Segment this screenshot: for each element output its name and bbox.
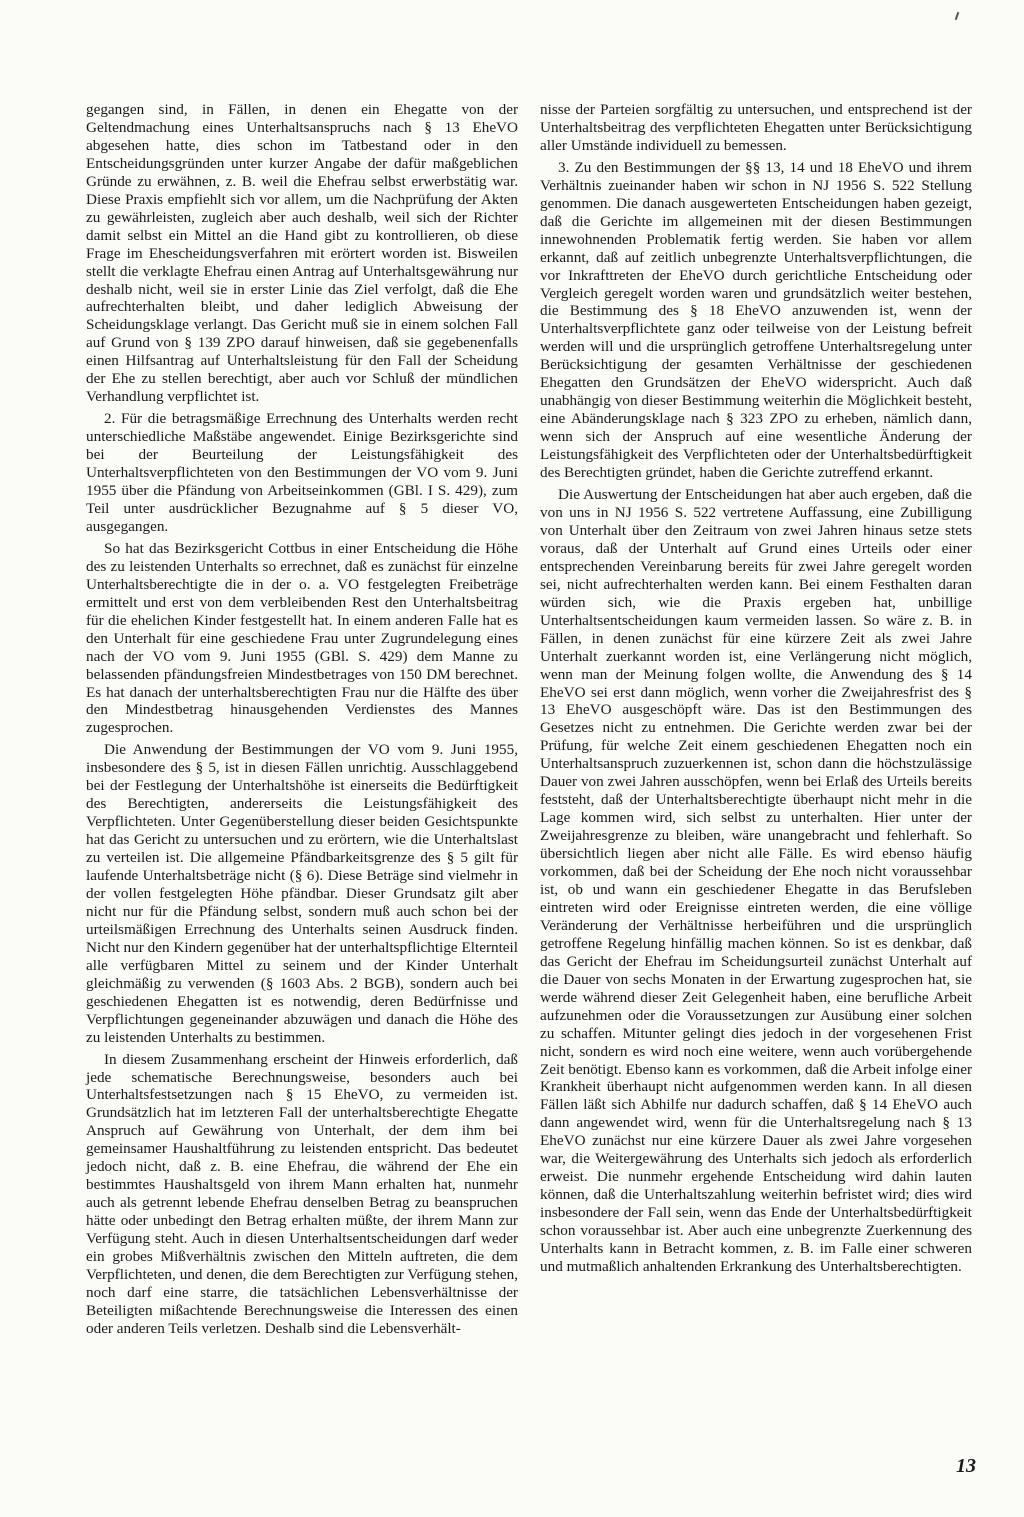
paragraph: nisse der Parteien sorgfältig zu untersuchen, und entsprechend ist der Unterhaltsbeitrag des verpflichteten Ehegatten unter Berücksichtigung aller Umstände individuell zu bemessen.: [540, 101, 972, 154]
paragraph: 3. Zu den Bestimmungen der §§ 13, 14 und 18 EheVO und ihrem Verhältnis zueinander haben wir schon in NJ 1956 S. 522 Stellung genommen. Die danach ausgewerteten Entscheidungen haben gezeigt, daß die Gerichte im allgemeinen mit der diesen Bestimmungen innewohnenden Problematik fertig werden. Sie haben vor allem erkannt, daß auf zeitlich unbegrenzte Unterhaltsverpflichtungen, die vor Inkrafttreten der EheVO durch gerichtliche Entscheidung oder Vergleich geregelt worden waren und grundsätzlich weiter bestehen, die Bestimmung des § 18 EheVO anzuwenden ist, wenn der Unterhaltsverpflichtete ganz oder teilweise von der Leistung befreit werden will und die ursprünglich getroffene Unterhaltsregelung unter Berücksichtigung der gesamten Verhältnisse der geschiedenen Ehegatten den Grundsätzen der EheVO widerspricht. Auch daß unabhängig von dieser Bestimmung weiterhin die Möglichkeit besteht, eine Abänderungsklage nach § 323 ZPO zu erheben, nämlich dann, wenn sich der Anspruch auf eine wesentliche Änderung der Leistungsfähigkeit des Verpflichteten oder der Unterhaltsbedürftigkeit des Berechtigten gründet, haben die Gerichte zutreffend erkannt.: [540, 158, 972, 482]
paragraph: 2. Für die betragsmäßige Errechnung des Unterhalts werden recht unterschiedliche Maßstäbe angewendet. Einige Bezirksgerichte sind bei der Beurteilung der Leistungsfähigkeit des Unterhaltsverpflichteten von den Bestimmungen der VO vom 9. Juni 1955 über die Pfändung von Arbeitseinkommen (GBl. I S. 429), zum Teil unter ausdrücklicher Bezugnahme auf § 5 dieser VO, ausgegangen.: [86, 410, 518, 535]
paragraph: In diesem Zusammenhang erscheint der Hinweis erforderlich, daß jede schematische Berechnungsweise, besonders auch bei Unterhaltsfestsetzungen nach § 15 EheVO, zu vermeiden ist. Grundsätzlich hat im letzteren Fall der unterhaltsberechtigte Ehegatte Anspruch auf Gewährung von Unterhalt, der dem ihm bei gemeinsamer Haushaltführung zu leistenden entspricht. Das bedeutet jedoch nicht, daß z. B. eine Ehefrau, die während der Ehe ein bestimmtes Haushaltsgeld von ihrem Mann erhalten hat, nunmehr auch als getrennt lebende Ehefrau denselben Betrag zu beanspruchen hätte oder unbedingt den Betrag erhalten müßte, der ihrem Mann zur Verfügung steht. Auch in diesen Unterhaltsentscheidungen darf weder ein grobes Mißverhältnis zwischen den Mitteln auftreten, die dem Verpflichteten, und denen, die dem Berechtigten zur Verfügung stehen, noch darf eine starre, die tatsächlichen Lebensverhältnisse der Beteiligten mißachtende Berechnungsweise die Interessen des einen oder anderen Teils verletzen. Deshalb sind die Lebensverhält-: [86, 1050, 518, 1337]
page-number: 13: [956, 1455, 976, 1477]
paragraph: So hat das Bezirksgericht Cottbus in einer Entscheidung die Höhe des zu leistenden Unterhalts so errechnet, daß es zunächst für einzelne Unterhaltsberechtigte die in der o. a. VO festgelegten Freibeträge ermittelt und erst von dem verbleibenden Rest den Unterhaltsbeitrag für die ehelichen Kinder festgestellt hat. In einem anderen Falle hat es den Unterhalt für eine geschiedene Frau unter Zugrundelegung eines nach der VO vom 9. Juni 1955 (GBl. S. 429) dem Manne zu belassenden pfändungsfreien Mindestbetrages von 150 DM berechnet. Es hat danach der unterhaltsberechtigten Frau nur die Hälfte des über den Mindestbetrag hinausgehenden Verdienstes des Mannes zugesprochen.: [86, 539, 518, 737]
paragraph: gegangen sind, in Fällen, in denen ein Ehegatte von der Geltendmachung eines Unterhaltsanspruchs nach § 13 EheVO abgesehen hatte, dies schon im Tatbestand oder in den Entscheidungsgründen unter kurzer Angabe der dafür maßgeblichen Gründe zu erwähnen, z. B. weil die Ehefrau selbst erwerbstätig war. Diese Praxis empfiehlt sich vor allem, um die Nachprüfung der Akten zu gewährleisten, zugleich aber auch deshalb, weil sich der Richter damit selbst ein Mittel an die Hand gibt zu kontrollieren, ob diese Frage im Ehescheidungsverfahren mit erörtert worden ist. Bisweilen stellt die verklagte Ehefrau einen Antrag auf Unterhaltsgewährung nur deshalb nicht, weil sie in erster Linie das Ziel verfolgt, daß die Ehe aufrechterhalten bleibt, und daher lediglich Abweisung der Scheidungsklage verlangt. Das Gericht muß sie in einem solchen Fall auf Grund von § 139 ZPO darauf hinweisen, daß sie gegebenenfalls einen Hilfsantrag auf Unterhaltsleistung für den Fall der Scheidung der Ehe zu stellen berechtigt, aber auch vor Schluß der mündlichen Verhandlung verpflichtet ist.: [86, 101, 518, 406]
paragraph: Die Auswertung der Entscheidungen hat aber auch ergeben, daß die von uns in NJ 1956 S. 522 vertretene Auffassung, eine Zubilligung von Unterhalt über den Zeitraum von zwei Jahren hinaus setze stets voraus, daß der Unterhalt auf Grund eines Urteils oder einer entsprechenden Vereinbarung bereits für zwei Jahre geregelt worden sei, nicht aufrechterhalten werden kann. Bei einem Festhalten daran würden sich, wie die Praxis ergeben hat, unbillige Unterhaltsentscheidungen kaum vermeiden lassen. So wäre z. B. in Fällen, in denen zunächst für eine kürzere Zeit als zwei Jahre Unterhalt zuerkannt worden ist, eine Verlängerung nicht möglich, wenn man der Meinung folgen wollte, die Anwendung des § 14 EheVO sei erst dann möglich, wenn vorher die Zweijahresfrist des § 13 EheVO ausgeschöpft wäre. Das ist den Bestimmungen des Gesetzes nicht zu entnehmen. Die Gerichte werden zwar bei der Prüfung, für welche Zeit einem geschiedenen Ehegatten noch ein Unterhaltsanspruch zuzuerkennen ist, schon dann die höchstzulässige Dauer von zwei Jahren ausschöpfen, wenn bei Erlaß des Urteils bereits feststeht, daß der Unterhaltsberechtigte überhaupt nicht mehr in die Lage kommen wird, sich selbst zu unterhalten. Hier unter der Zweijahresgrenze zu bleiben, wäre unangebracht und fehlerhaft. So übersichtlich liegen aber nicht alle Fälle. Es wird ebenso häufig vorkommen, daß bei der Scheidung der Ehe noch nicht voraussehbar ist, ob und wann ein geschiedener Ehegatte in das Berufsleben eintreten wird oder Ereignisse eintreten werden, die eine völlige Veränderung der Verhältnisse herbeiführen und die ursprünglich getroffene Regelung hinfällig machen können. So ist es denkbar, daß das Gericht der Ehefrau im Scheidungsurteil zunächst Unterhalt auf die Dauer von sechs Monaten in der Erwartung zugesprochen hat, sie werde während dieser Zeit Gelegenheit haben, eine berufliche Arbeit aufzunehmen oder die Voraussetzungen zur Ausübung einer solchen zu schaffen. Mitunter gelingt dies jedoch in der vorgesehenen Frist nicht, sondern es wird noch eine weitere, wenn auch vorübergehende Zeit benötigt. Ebenso kann es vorkommen, daß die Arbeit infolge einer Krankheit überhaupt nicht aufgenommen werden kann. In all diesen Fällen läßt sich Abhilfe nur dadurch schaffen, daß § 14 EheVO auch dann angewendet wird, wenn für die Unterhaltsregelung nach § 13 EheVO zunächst nur eine kürzere Dauer als zwei Jahre vorgesehen war, die Weitergewährung des Unterhalts sich jedoch als erforderlich erweist. Die nunmehr ergehende Entscheidung wird dahin lauten können, daß die Unterhaltszahlung weiterhin befristet wird; dies wird insbesondere der Fall sein, wenn das Ende der Unterhaltsbedürftigkeit schon voraussehbar ist. Aber auch eine unbegrenzte Zuerkennung des Unterhalts kann in Betracht kommen, z. B. im Falle einer schweren und mutmaßlich anhaltenden Erkrankung des Unterhaltsberechtigten.: [540, 486, 972, 1275]
paragraph: Die Anwendung der Bestimmungen der VO vom 9. Juni 1955, insbesondere des § 5, ist in diesen Fällen unrichtig. Ausschlaggebend bei der Festlegung der Unterhaltshöhe ist einerseits die Bedürftigkeit des Berechtigten, andererseits die Leistungsfähigkeit des Verpflichteten. Unter Gegenüberstellung dieser beiden Gesichtspunkte hat das Gericht zu untersuchen und zu erörtern, wie die Unterhaltslast zu verteilen ist. Die allgemeine Pfändbarkeitsgrenze des § 5 gilt für laufende Unterhaltsbeträge nicht (§ 6). Diese Beträge sind vielmehr in der vollen festgelegten Höhe pfändbar. Dieser Grundsatz gilt aber nicht nur für die Pfändung selbst, sondern muß auch schon bei der urteilsmäßigen Errechnung des Unterhalts seinen Ausdruck finden. Nicht nur den Kindern gegenüber hat der unterhaltspflichtige Elternteil alle verfügbaren Mittel zu seinem und der Kinder Unterhalt gleichmäßig zu verwenden (§ 1603 Abs. 2 BGB), sondern auch bei geschiedenen Ehegatten ist es notwendig, deren Bedürfnisse und Verpflichtungen gegeneinander abzuwägen und danach die Höhe des zu leistenden Unterhalts zu bestimmen.: [86, 741, 518, 1046]
left-column: [86, 101, 518, 1342]
right-column: [540, 101, 972, 1280]
scan-speck: [955, 12, 960, 20]
